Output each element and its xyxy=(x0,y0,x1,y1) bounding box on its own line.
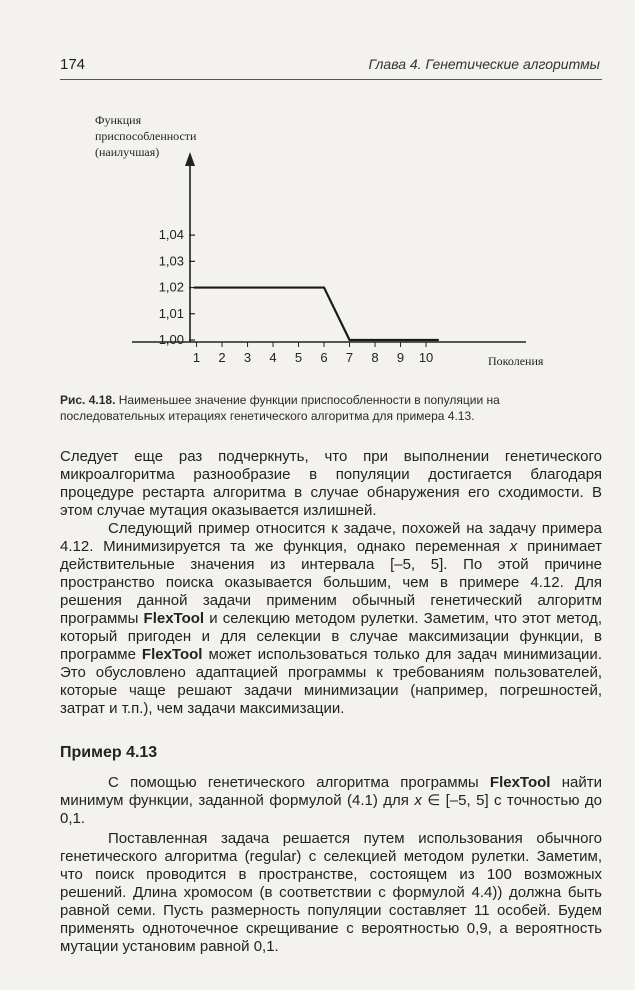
x-tick-label: 8 xyxy=(371,350,379,365)
chart-series xyxy=(194,288,439,340)
fitness-chart xyxy=(60,100,580,380)
page-header xyxy=(60,56,600,78)
x-tick-label: 5 xyxy=(294,350,303,365)
y-tick-label: 1,01 xyxy=(158,305,184,321)
page-number: 174 xyxy=(60,56,86,73)
paragraph-text: и селекцию методом рулетки. Заметим, что этот метод, который пригоден и для селекции в случае максимизации функции, в программе xyxy=(60,610,602,663)
section-heading: Пример 4.13 xyxy=(60,744,158,761)
program-name: FlexTool xyxy=(489,774,551,791)
y-axis-label-line: Функция xyxy=(95,113,142,127)
x-tick-label: 7 xyxy=(345,350,354,365)
program-name: FlexTool xyxy=(141,646,203,663)
paragraph-text: принимает действительные значения из интервала [–5, 5]. По этой причине пространство поиска оказывается большим, чем в примере 4.12. Для решения данной задачи применим обычный генетический алгоритм программы xyxy=(60,538,602,627)
x-tick-label: 2 xyxy=(218,350,226,365)
x-tick-label: 9 xyxy=(396,350,405,365)
y-tick-label: 1,02 xyxy=(158,279,184,295)
x-tick-label: 4 xyxy=(269,350,277,365)
y-axis-label-line: приспособленности xyxy=(95,129,197,143)
x-axis-label: Поколения xyxy=(488,354,544,368)
paragraph-2 xyxy=(60,520,602,718)
paragraph-text: может использоваться только для задач минимизации. Это обусловлено адаптацией программы к требованиям пользователей, которые чаще решают задачи минимизации (например, погрешностей, затрат и т.п.), чем задачи максимизации. xyxy=(60,646,602,717)
x-tick-label: 1 xyxy=(192,350,201,365)
y-tick-label: 1,03 xyxy=(158,253,184,269)
x-tick-label: 3 xyxy=(243,350,252,365)
running-title: Глава 4. Генетические алгоритмы xyxy=(368,56,600,72)
y-axis-arrow xyxy=(185,152,195,166)
header-rule xyxy=(60,79,602,80)
x-ticks xyxy=(193,342,433,365)
paragraph-text: найти минимум функции, заданной формулой (4.1) для xyxy=(60,774,602,809)
paragraph-text: С помощью генетического алгоритма программы xyxy=(108,774,490,791)
paragraph-text: ∈ [–5, 5] с точностью до 0,1. xyxy=(60,792,602,827)
paragraph-text: Следующий пример относится к задаче, похожей на задачу примера 4.12. Минимизируется та же функция, однако переменная xyxy=(60,520,602,555)
paragraph-3 xyxy=(60,774,602,828)
paragraph-text: Следует еще раз подчеркнуть, что при выполнении генетического микроалгоритма разнообразие в популяции достигается благодаря процедуре рестарта алгоритма в случае обнаружения его сходимости. В этом случае мутация оказывается излишней. xyxy=(60,448,602,519)
series-line xyxy=(194,288,439,340)
variable-x: x xyxy=(509,538,518,555)
y-tick-label: 1,04 xyxy=(158,227,184,243)
y-tick-label: 1,00 xyxy=(158,332,184,347)
paragraph-1 xyxy=(60,448,602,520)
x-tick-label: 10 xyxy=(418,350,434,365)
program-name: FlexTool xyxy=(143,610,205,627)
paragraph-text: Поставленная задача решается путем использования обычного генетического алгоритма (regular) с селекцией методом рулетки. Заметим, что поиск проводится в пространстве, состоящем из 100 возможных решений. Длина хромосом (в соответствии с формулой 4.4)) должна быть равной семи. Пусть размерность популяции составляет 11 особей. Будем применять одноточечное скрещивание с вероятностью 0,9, а вероятность мутации установим равной 0,1. xyxy=(60,830,602,955)
caption-text: Наименьшее значение функции приспособленности в популяции на последовательных итерациях генетического алгоритма для примера 4.13. xyxy=(60,393,500,423)
variable-x: x xyxy=(414,792,422,809)
caption-label: Рис. 4.18. xyxy=(60,393,116,407)
paragraph-4 xyxy=(60,830,602,956)
x-tick-label: 6 xyxy=(320,350,328,365)
figure-caption xyxy=(60,392,602,424)
y-axis-label-line: (наилучшая) xyxy=(95,145,160,159)
